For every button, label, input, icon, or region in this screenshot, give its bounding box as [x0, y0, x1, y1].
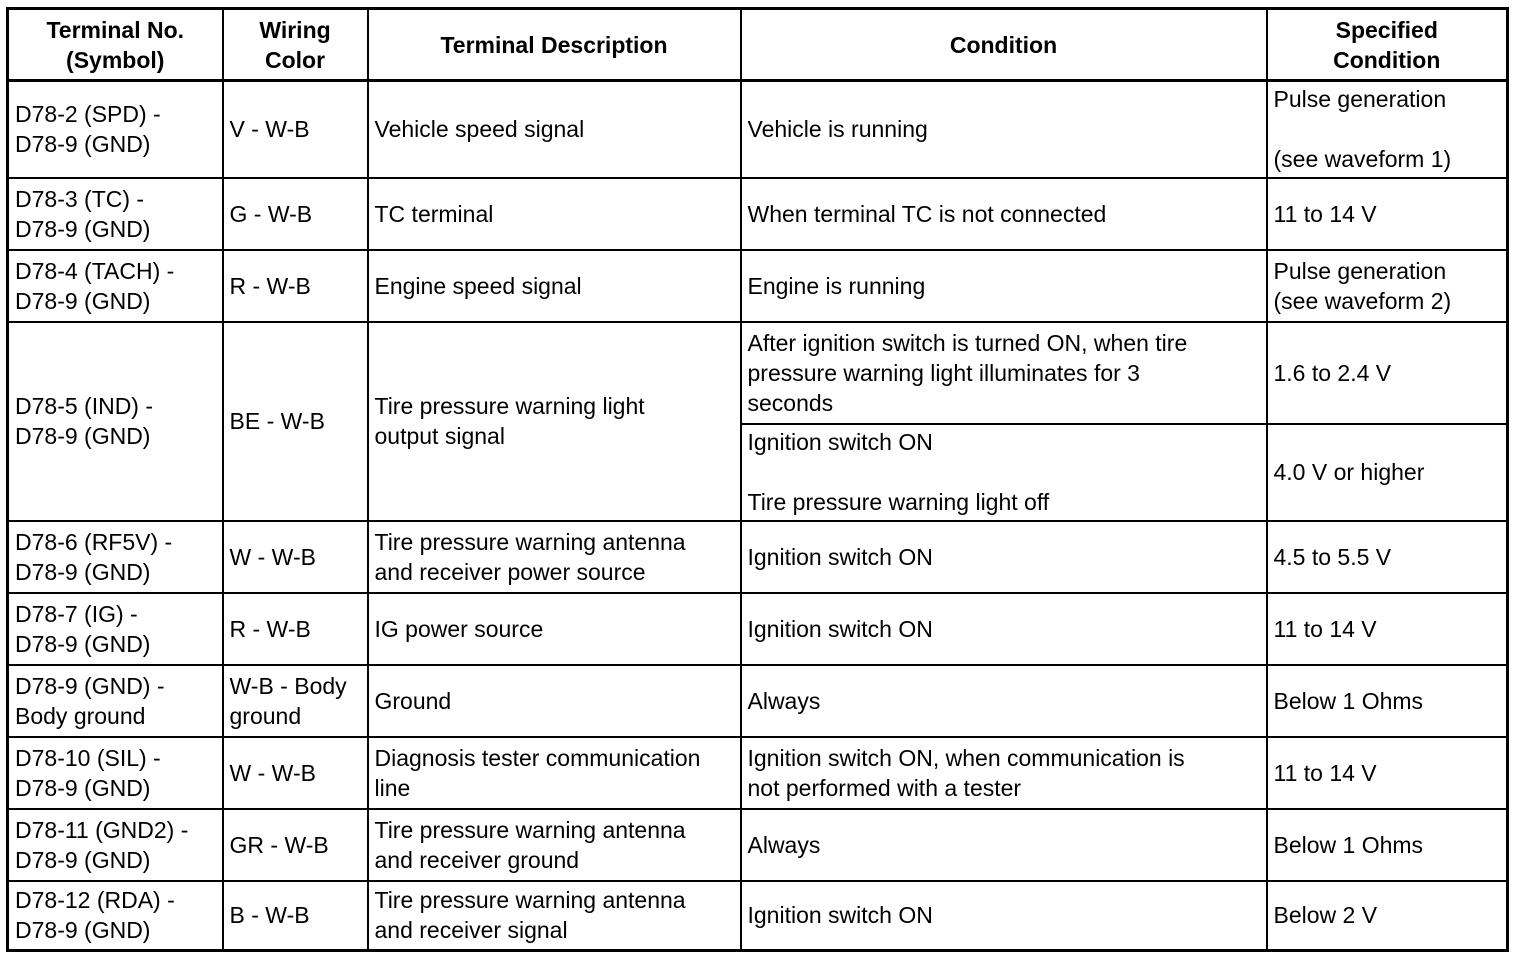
cell-condition: After ignition switch is turned ON, when tire pressure warning light illuminates for 3 seconds	[741, 322, 1267, 424]
cell-condition: Vehicle is running	[741, 81, 1267, 178]
cell-condition: Engine is running	[741, 250, 1267, 322]
cell-description: Engine speed signal	[368, 250, 741, 322]
terminal-inspection-table	[6, 7, 1509, 952]
cell-specified: 4.5 to 5.5 V	[1267, 521, 1508, 593]
header-row	[8, 9, 1508, 81]
cell-terminal: D78-10 (SIL) - D78-9 (GND)	[8, 737, 223, 809]
cell-wiring-color: W - W-B	[223, 521, 368, 593]
cell-specified: 11 to 14 V	[1267, 178, 1508, 250]
table-row	[8, 809, 1508, 881]
cell-specified: Below 1 Ohms	[1267, 665, 1508, 737]
table-row	[8, 178, 1508, 250]
cell-specified: 11 to 14 V	[1267, 737, 1508, 809]
header-wiring-color: Wiring Color	[223, 9, 368, 81]
cell-specified: Below 1 Ohms	[1267, 809, 1508, 881]
cell-terminal: D78-6 (RF5V) - D78-9 (GND)	[8, 521, 223, 593]
cell-description: IG power source	[368, 593, 741, 665]
table-row	[8, 250, 1508, 322]
cell-specified: Pulse generation (see waveform 1)	[1267, 81, 1508, 178]
header-terminal-no: Terminal No. (Symbol)	[8, 9, 223, 81]
cell-description: Tire pressure warning antenna and receiver ground	[368, 809, 741, 881]
cell-description: Diagnosis tester communication line	[368, 737, 741, 809]
cell-wiring-color: BE - W-B	[223, 322, 368, 521]
cell-description: Vehicle speed signal	[368, 81, 741, 178]
cell-condition: Ignition switch ON, when communication is not performed with a tester	[741, 737, 1267, 809]
table-row	[8, 665, 1508, 737]
cell-description: Tire pressure warning light output signal	[368, 322, 741, 521]
cell-wiring-color: G - W-B	[223, 178, 368, 250]
cell-terminal: D78-11 (GND2) - D78-9 (GND)	[8, 809, 223, 881]
cell-condition: Ignition switch ON Tire pressure warning light off	[741, 424, 1267, 521]
cell-condition: Ignition switch ON	[741, 521, 1267, 593]
cell-wiring-color: W-B - Body ground	[223, 665, 368, 737]
cell-description: TC terminal	[368, 178, 741, 250]
table-row	[8, 593, 1508, 665]
header-condition: Condition	[741, 9, 1267, 81]
cell-wiring-color: W - W-B	[223, 737, 368, 809]
table-row	[8, 521, 1508, 593]
cell-description: Ground	[368, 665, 741, 737]
cell-wiring-color: R - W-B	[223, 593, 368, 665]
header-specified-condition: Specified Condition	[1267, 9, 1508, 81]
cell-terminal: D78-3 (TC) - D78-9 (GND)	[8, 178, 223, 250]
cell-specified: 4.0 V or higher	[1267, 424, 1508, 521]
cell-wiring-color: R - W-B	[223, 250, 368, 322]
cell-condition: Ignition switch ON	[741, 593, 1267, 665]
cell-specified: Pulse generation (see waveform 2)	[1267, 250, 1508, 322]
cell-terminal: D78-12 (RDA) - D78-9 (GND)	[8, 881, 223, 951]
cell-specified: 11 to 14 V	[1267, 593, 1508, 665]
cell-specified: Below 2 V	[1267, 881, 1508, 951]
cell-description: Tire pressure warning antenna and receiver signal	[368, 881, 741, 951]
cell-wiring-color: B - W-B	[223, 881, 368, 951]
cell-description: Tire pressure warning antenna and receiver power source	[368, 521, 741, 593]
header-terminal-description: Terminal Description	[368, 9, 741, 81]
table-row	[8, 81, 1508, 178]
table-row	[8, 737, 1508, 809]
cell-wiring-color: GR - W-B	[223, 809, 368, 881]
cell-terminal: D78-5 (IND) - D78-9 (GND)	[8, 322, 223, 521]
cell-condition: Ignition switch ON	[741, 881, 1267, 951]
table-row	[8, 322, 1508, 424]
cell-terminal: D78-2 (SPD) - D78-9 (GND)	[8, 81, 223, 178]
cell-specified: 1.6 to 2.4 V	[1267, 322, 1508, 424]
cell-condition: Always	[741, 665, 1267, 737]
cell-terminal: D78-4 (TACH) - D78-9 (GND)	[8, 250, 223, 322]
cell-terminal: D78-9 (GND) - Body ground	[8, 665, 223, 737]
cell-terminal: D78-7 (IG) - D78-9 (GND)	[8, 593, 223, 665]
cell-condition: When terminal TC is not connected	[741, 178, 1267, 250]
cell-condition: Always	[741, 809, 1267, 881]
cell-wiring-color: V - W-B	[223, 81, 368, 178]
table-row	[8, 881, 1508, 951]
